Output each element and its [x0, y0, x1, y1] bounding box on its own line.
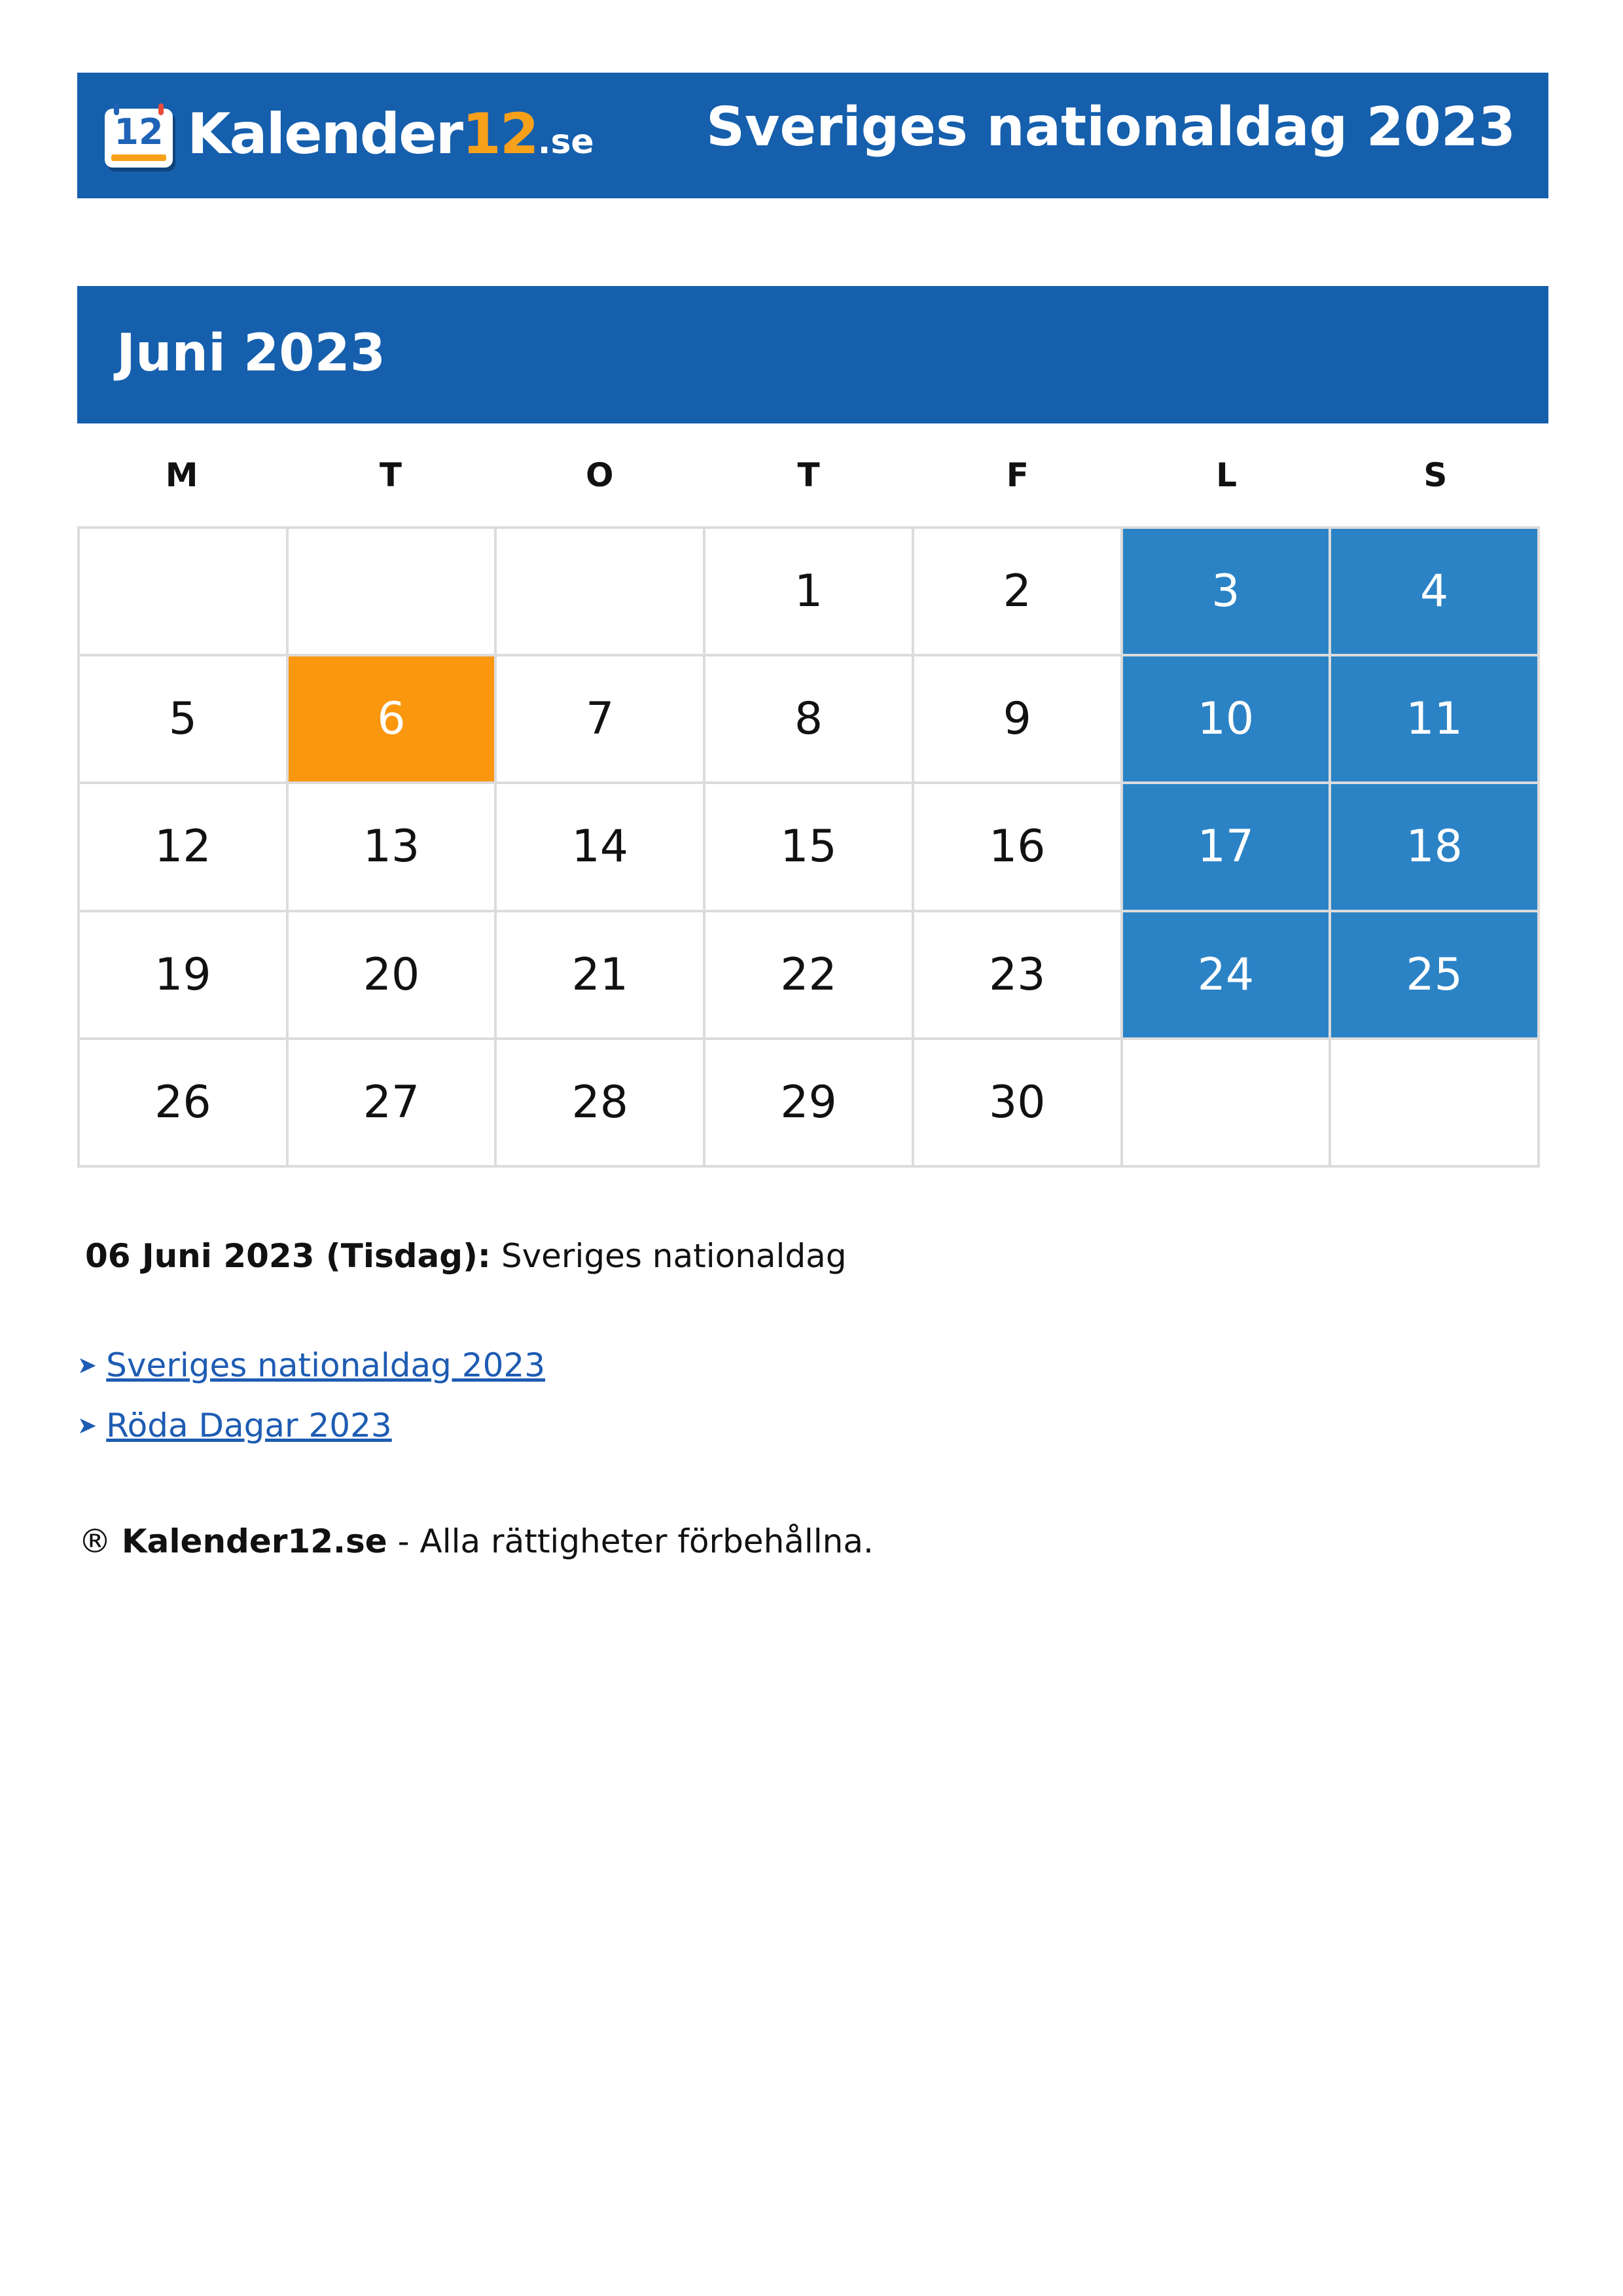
holiday-date: 06 Juni 2023 (Tisdag): — [85, 1237, 491, 1275]
day-cell-weekend: 10 — [1123, 656, 1332, 784]
footer-brand: Kalender12.se — [121, 1522, 387, 1560]
day-cell: 5 — [80, 656, 289, 784]
day-cell-weekend: 4 — [1331, 529, 1540, 656]
link-item — [77, 1335, 545, 1395]
holiday-description — [85, 1233, 847, 1279]
day-cell: 16 — [914, 784, 1123, 912]
arrow-right-icon: ➤ — [77, 1412, 98, 1439]
logo-name-accent: 12 — [462, 101, 538, 167]
month-title: Juni 2023 — [116, 324, 386, 383]
day-cell-weekend: 24 — [1123, 912, 1332, 1040]
day-cell: 15 — [705, 784, 914, 912]
calendar-icon — [105, 109, 173, 168]
day-cell: 9 — [914, 656, 1123, 784]
header-bar — [77, 73, 1548, 198]
day-cell: 26 — [80, 1040, 289, 1168]
day-cell — [497, 529, 705, 656]
day-cell — [1331, 1040, 1540, 1168]
day-cell — [1123, 1040, 1332, 1168]
day-cell-holiday: 6 — [289, 656, 497, 784]
day-cell: 22 — [705, 912, 914, 1040]
day-cell-weekend: 11 — [1331, 656, 1540, 784]
page-title: Sveriges nationaldag 2023 — [705, 96, 1516, 158]
day-cell: 20 — [289, 912, 497, 1040]
day-cell: 19 — [80, 912, 289, 1040]
link-sveriges-nationaldag-2023[interactable]: Sveriges nationaldag 2023 — [106, 1346, 546, 1384]
day-cell: 13 — [289, 784, 497, 912]
day-cell: 2 — [914, 529, 1123, 656]
calendar-grid — [77, 526, 1540, 1168]
day-cell: 29 — [705, 1040, 914, 1168]
logo-wordmark — [187, 101, 594, 175]
related-links — [77, 1335, 545, 1456]
weekday-label: L — [1216, 456, 1237, 494]
arrow-right-icon: ➤ — [77, 1352, 98, 1379]
day-cell: 28 — [497, 1040, 705, 1168]
link-item — [77, 1395, 545, 1456]
day-cell: 1 — [705, 529, 914, 656]
day-cell-weekend: 25 — [1331, 912, 1540, 1040]
footer-text: - Alla rättigheter förbehållna. — [397, 1522, 874, 1560]
footer — [79, 1518, 874, 1564]
day-cell: 21 — [497, 912, 705, 1040]
day-cell-weekend: 18 — [1331, 784, 1540, 912]
day-cell — [289, 529, 497, 656]
day-cell: 30 — [914, 1040, 1123, 1168]
logo-name-main: Kalender — [187, 101, 463, 167]
site-logo[interactable] — [105, 101, 594, 171]
weekday-label: M — [165, 456, 198, 494]
holiday-name: Sveriges nationaldag — [501, 1237, 847, 1275]
day-cell: 23 — [914, 912, 1123, 1040]
weekday-label: F — [1006, 456, 1029, 494]
weekday-label: S — [1423, 456, 1448, 494]
weekday-label: T — [797, 456, 820, 494]
day-cell: 12 — [80, 784, 289, 912]
month-header — [77, 286, 1548, 423]
day-cell: 14 — [497, 784, 705, 912]
day-cell: 27 — [289, 1040, 497, 1168]
registered-symbol: ® — [79, 1522, 111, 1560]
logo-name-tld: .se — [537, 122, 594, 162]
day-cell — [80, 529, 289, 656]
day-cell-weekend: 3 — [1123, 529, 1332, 656]
weekday-label: O — [585, 456, 614, 494]
day-cell: 8 — [705, 656, 914, 784]
link-roda-dagar-2023[interactable]: Röda Dagar 2023 — [106, 1407, 392, 1444]
calendar-icon-number: 12 — [114, 111, 164, 152]
weekday-header-row — [77, 449, 1540, 501]
day-cell: 7 — [497, 656, 705, 784]
weekday-label: T — [379, 456, 402, 494]
day-cell-weekend: 17 — [1123, 784, 1332, 912]
